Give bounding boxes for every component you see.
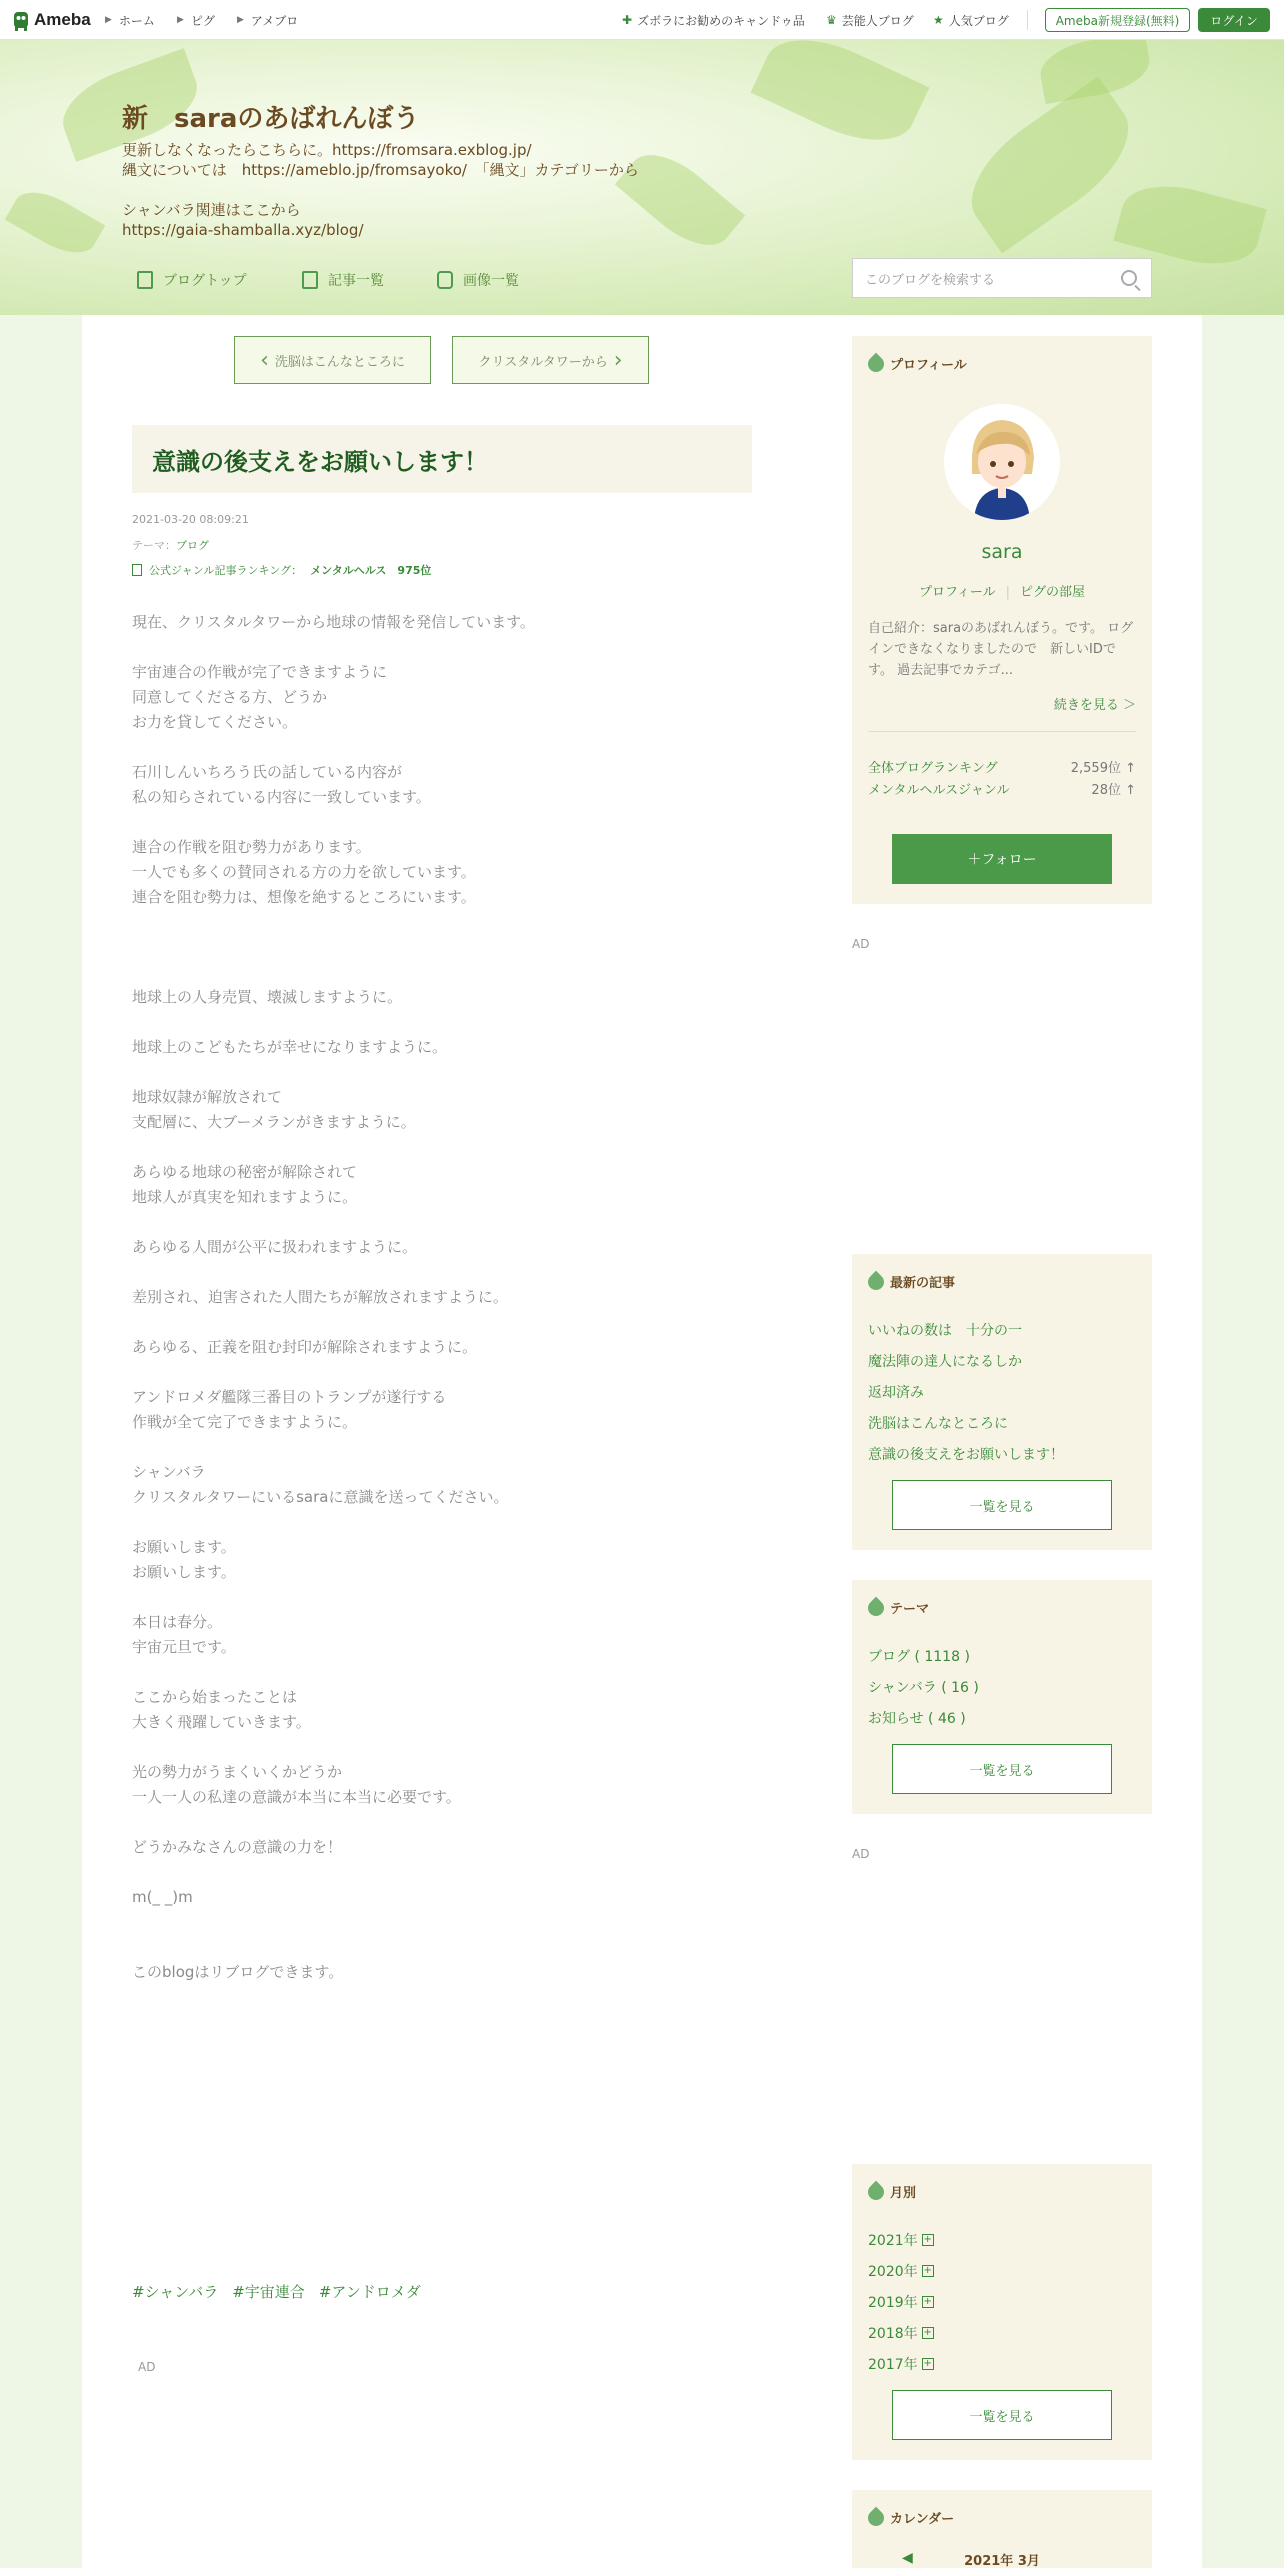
ad-label: AD (852, 937, 870, 951)
genre-ranking-label: メンタルヘルスジャンル (868, 783, 1010, 798)
article-paragraph: 地球奴隷が解放されて 支配層に、大ブーメランがきますように。 (132, 1088, 416, 1131)
profile-intro: 自己紹介：saraのあばれんぼう。です。 ログインできなくなりましたので 新しいIDです。 過去記事でカテゴ... (868, 621, 1134, 678)
genre-ranking-value: 28位 ↑ (1091, 783, 1136, 798)
expand-plus-icon[interactable]: + (923, 2327, 932, 2338)
global-header (0, 0, 1284, 40)
profile-name[interactable]: sara (981, 541, 1023, 563)
blog-description: 更新しなくなったらこちらに。https://fromsara.exblog.jp/ 縄文については https://ameblo.jp/fromsayoko/ 「縄文」カテゴリーから シャンバラ関連はここから https://gaia-shamballa.xyz/blog/ (122, 141, 639, 239)
next-article-link[interactable] (452, 336, 649, 384)
monthly-heading (868, 2182, 916, 2201)
profile-more-link[interactable]: 続きを見る ＞ (1053, 698, 1136, 713)
overall-ranking-value: 2,559位 ↑ (1070, 761, 1136, 776)
nav-ameblo-label: アメブロ (250, 13, 299, 28)
nav-blog-top-label: ブログトップ (163, 273, 247, 289)
search-icon[interactable] (1121, 270, 1137, 286)
link-recommend[interactable] (622, 0, 805, 40)
article-paragraph: 宇宙連合の作戦が完了できますように 同意してくださる方、どうか お力を貸してください。 (132, 663, 388, 731)
latest-heading-label: 最新の記事 (890, 1276, 956, 1291)
star-icon: ★ (933, 13, 944, 27)
ranking-icon (132, 564, 142, 576)
link-recommend-label: ズボラにお勧めのキャンドゥ品 (637, 13, 805, 28)
overall-ranking[interactable] (868, 757, 1136, 776)
article-date: 2021-03-20 08:09:21 (132, 513, 249, 526)
article-paragraph: 差別され、迫害された人間たちが解放されますように。 (132, 1288, 508, 1306)
expand-plus-icon[interactable]: + (923, 2265, 932, 2276)
latest-more-button[interactable]: 一覧を見る (892, 1480, 1112, 1530)
themes-box (852, 1580, 1152, 1814)
year-label: 2019年 (868, 2295, 918, 2311)
theme-link[interactable]: シャンバラ ( 16 ) (868, 1680, 979, 1696)
month-year-item[interactable] (868, 2323, 934, 2343)
article-paragraph: 石川しんいちろう氏の話している内容が 私の知らされている内容に一致しています。 (132, 763, 431, 806)
divider (868, 731, 1136, 732)
leaf-icon (865, 352, 888, 375)
calendar-prev-icon[interactable]: ◀ (902, 2550, 913, 2566)
calendar-box (852, 2490, 1152, 2568)
year-label: 2021年 (868, 2233, 918, 2249)
article-paragraph: あらゆる地球の秘密が解除されて 地球人が真実を知れますように。 (132, 1163, 358, 1206)
blog-banner (0, 40, 1284, 315)
chevron-left-icon: ‹ (260, 347, 269, 373)
separator: | (1005, 585, 1011, 600)
article-paragraph: 光の勢力がうまくいくかどうか 一人一人の私達の意識が本当に本当に必要です。 (132, 1763, 461, 1806)
nav-article-list-label: 記事一覧 (328, 273, 384, 289)
ameba-logo[interactable] (12, 8, 91, 32)
month-year-item[interactable] (868, 2292, 934, 2312)
themes-heading (868, 1598, 929, 1617)
camera-icon (437, 271, 453, 289)
calendar-month: 2021年 3月 (964, 2554, 1040, 2568)
follow-button[interactable]: ＋フォロー (892, 834, 1112, 884)
expand-plus-icon[interactable]: + (923, 2358, 932, 2369)
article-title-box (132, 425, 752, 493)
profile-link[interactable]: プロフィール (918, 585, 996, 600)
leaf-icon (865, 1596, 888, 1619)
month-year-item[interactable] (868, 2354, 934, 2374)
chevron-right-icon: › (613, 347, 623, 373)
latest-articles-box (852, 1254, 1152, 1550)
hashtag-link[interactable]: #シャンバラ (132, 2283, 219, 2301)
theme-label: テーマ： (132, 539, 176, 552)
login-button[interactable]: ログイン (1198, 8, 1270, 32)
article-paragraph: 本日は春分。 宇宙元旦です。 (132, 1613, 236, 1656)
nav-home-label: ホーム (118, 13, 155, 28)
leaf-icon (865, 2506, 888, 2529)
genre-ranking-sidebar[interactable] (868, 779, 1136, 798)
themes-heading-label: テーマ (890, 1602, 930, 1617)
genre-ranking[interactable] (132, 562, 431, 578)
profile-links (852, 581, 1152, 600)
profile-heading (868, 354, 967, 373)
article-paragraph: 地球上の人身売買、壊滅しますように。 (132, 988, 403, 1006)
ad-label: AD (138, 2360, 156, 2374)
plus-star-icon: ✚ (622, 13, 633, 27)
reblog-note: このblogはリブログできます。 (132, 1963, 344, 1981)
article-paragraph: 地球上のこどもたちが幸せになりますように。 (132, 1038, 448, 1056)
ranking-value: メンタルヘルス 975位 (310, 564, 432, 577)
search-placeholder: このブログを検索する (865, 272, 996, 288)
logo-text: Ameba (34, 10, 91, 29)
hashtag-list (132, 2281, 435, 2302)
crown-icon: ♛ (826, 13, 837, 27)
article-paragraph: シャンバラ クリスタルタワーにいるsaraに意識を送ってください。 (132, 1463, 509, 1506)
link-celebrity-label: 芸能人ブログ (841, 13, 914, 28)
link-popular-label: 人気ブログ (948, 13, 1009, 28)
month-year-item[interactable] (868, 2261, 934, 2281)
article-paragraph: 現在、クリスタルタワーから地球の情報を発信しています。 (132, 613, 535, 631)
latest-article-link[interactable]: 意識の後支えをお願いします！ (868, 1447, 1064, 1463)
copy-icon (302, 271, 318, 289)
article-paragraph: あらゆる人間が公平に扱われますように。 (132, 1238, 418, 1256)
hashtag-link[interactable]: #宇宙連合 (232, 2283, 305, 2301)
year-label: 2017年 (868, 2357, 918, 2373)
avatar[interactable] (944, 404, 1060, 520)
profile-box (852, 336, 1152, 904)
article-paragraph: お願いします。 お願いします。 (132, 1538, 236, 1581)
nav-image-list-label: 画像一覧 (463, 273, 519, 289)
article-paragraph: アンドロメダ艦隊三番目のトランプが遂行する 作戦が全て完了できますように。 (132, 1388, 447, 1431)
banner-leaf-decoration (751, 40, 930, 160)
monthly-box (852, 2164, 1152, 2460)
ranking-label: 公式ジャンル記事ランキング： (149, 564, 303, 577)
ad-label: AD (852, 1847, 870, 1861)
blog-search-input[interactable] (852, 258, 1152, 298)
link-popular-blog[interactable] (933, 0, 1009, 40)
article-paragraph: 連合の作戦を阻む勢力があります。 一人でも多くの賛同される方の力を欲しています。 連合を阻む勢力は、想像を絶するところにいます。 (132, 838, 476, 906)
calendar-heading (868, 2508, 954, 2527)
banner-leaf-decoration (1036, 40, 1154, 104)
calendar-heading-label: カレンダー (890, 2512, 955, 2527)
article-paragraph: m(_ _)m (132, 1888, 193, 1906)
theme-link[interactable]: ブログ (176, 539, 209, 552)
article-paragraph: あらゆる、正義を阻む封印が解除されますように。 (132, 1338, 478, 1356)
themes-more-button[interactable]: 一覧を見る (892, 1744, 1112, 1794)
theme-link[interactable]: お知らせ ( 46 ) (868, 1711, 966, 1727)
theme-link[interactable]: ブログ ( 1118 ) (868, 1649, 970, 1665)
overall-ranking-label: 全体ブログランキング (868, 761, 998, 776)
signup-button[interactable]: Ameba新規登録(無料) (1045, 8, 1190, 32)
arrow-right-icon: ▶ (237, 15, 244, 25)
prev-article-link[interactable] (234, 336, 431, 384)
expand-plus-icon[interactable]: + (923, 2234, 932, 2245)
profile-heading-label: プロフィール (890, 358, 967, 373)
expand-plus-icon[interactable]: + (923, 2296, 932, 2307)
year-label: 2020年 (868, 2264, 918, 2280)
leaf-icon (865, 2180, 888, 2203)
banner-leaf-decoration (5, 181, 105, 265)
hashtag-link[interactable]: #アンドロメダ (318, 2283, 421, 2301)
article-paragraph: どうかみなさんの意識の力を！ (132, 1838, 343, 1856)
divider (1027, 10, 1028, 30)
article-paragraph: ここから始まったことは 大きく飛躍していきます。 (132, 1688, 311, 1731)
nav-image-list[interactable] (437, 270, 519, 290)
year-label: 2018年 (868, 2326, 918, 2342)
prev-article-label: 洗脳はこんなところに (274, 354, 405, 370)
link-celebrity-blog[interactable] (826, 0, 914, 40)
arrow-right-icon: ▶ (105, 15, 112, 25)
next-article-label: クリスタルタワーから (478, 354, 608, 370)
article-theme (132, 537, 209, 553)
nav-pigg-label: ピグ (190, 13, 215, 28)
article-title[interactable]: 意識の後支えをお願いします！ (152, 447, 488, 476)
nav-pigg[interactable] (177, 0, 215, 40)
arrow-right-icon: ▶ (177, 15, 184, 25)
latest-article-link[interactable]: いいねの数は 十分の一 (868, 1323, 1022, 1339)
nav-article-list[interactable] (302, 270, 384, 290)
latest-article-link[interactable]: 魔法陣の達人になるしか (868, 1354, 1022, 1370)
latest-heading (868, 1272, 955, 1291)
ameba-mascot-icon (12, 9, 30, 31)
nav-ameblo[interactable] (237, 0, 298, 40)
avatar-illustration (944, 404, 1060, 520)
nav-blog-top[interactable] (137, 270, 247, 290)
latest-article-link[interactable]: 返却済み (868, 1385, 924, 1401)
monthly-heading-label: 月別 (890, 2186, 917, 2201)
month-year-item[interactable] (868, 2230, 934, 2250)
leaf-icon (865, 1270, 888, 1293)
latest-article-link[interactable]: 洗脳はこんなところに (868, 1416, 1008, 1432)
blog-title[interactable]: 新 saraのあばれんぼう (122, 104, 420, 134)
pigg-room-link[interactable]: ピグの部屋 (1020, 585, 1086, 600)
nav-home[interactable] (105, 0, 155, 40)
monthly-more-button[interactable]: 一覧を見る (892, 2390, 1112, 2440)
document-icon (137, 271, 153, 289)
